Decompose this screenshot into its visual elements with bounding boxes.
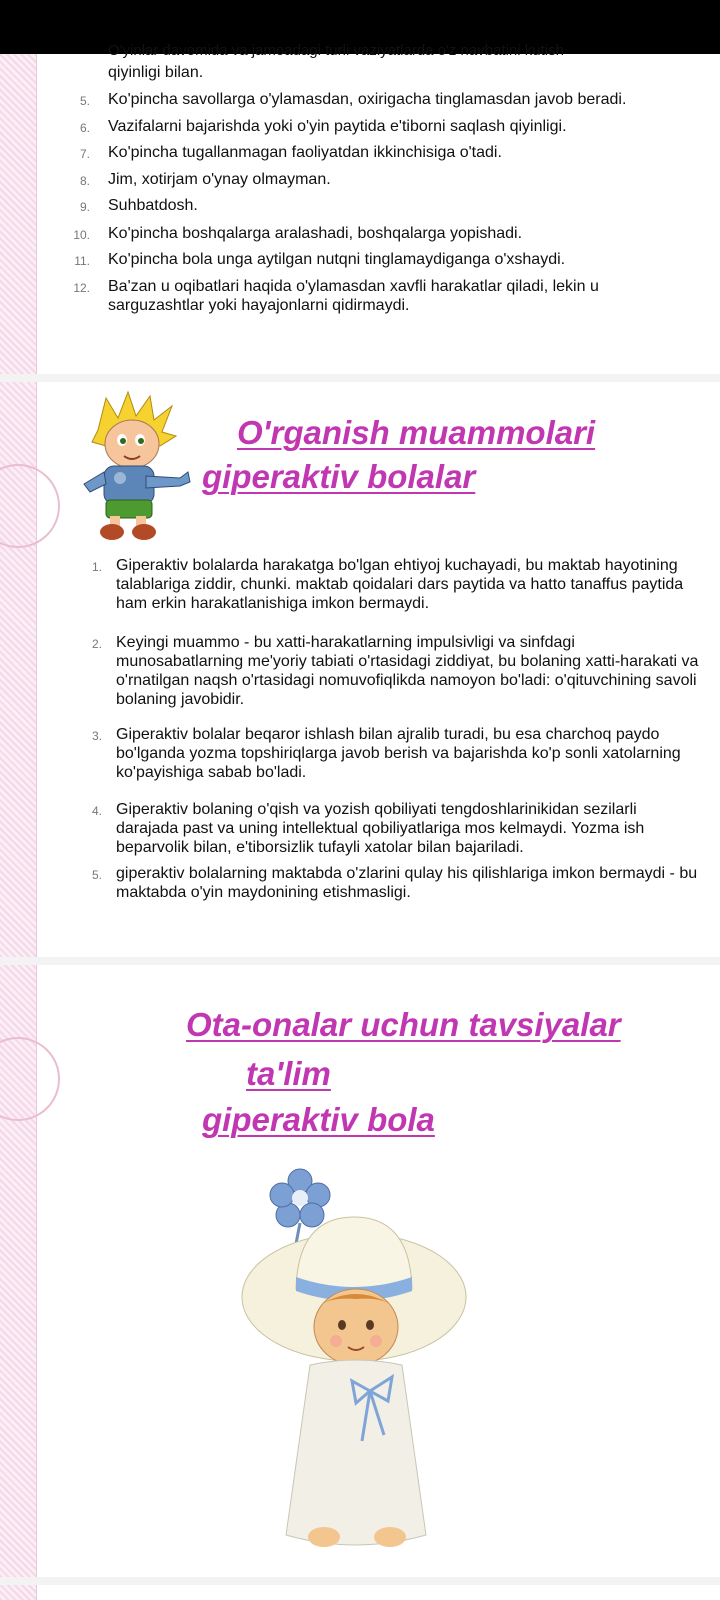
decorative-arc	[0, 1037, 60, 1121]
list-number: 6.	[79, 121, 90, 135]
list-number: 11.	[74, 254, 90, 268]
list-item-text: Suhbatdosh.	[108, 197, 198, 214]
heading-learning-problems: O'rganish muammolari	[237, 414, 596, 451]
document-page-3	[0, 965, 720, 1577]
list-number: 10.	[73, 228, 90, 242]
list-number: 2.	[91, 637, 102, 651]
cut-off-line: O'yinlar davomida va jamoadagi turli vaziyatlarda o'z navbatini kutish	[108, 42, 564, 59]
list-item-text: Giperaktiv bolalar beqaror ishlash bilan ajralib turadi, bu esa charchoq paydo bo'lganda yozma topshiriqlarga javob berish va bajarishda ko'p sonli xatolarning ko'payishiga sabab bo'ladi.	[116, 726, 681, 781]
document-page-2	[0, 382, 720, 957]
list-number: 5.	[91, 868, 102, 882]
list-number: 8.	[79, 174, 90, 188]
list-item-text: giperaktiv bolalarning maktabda o'zlarini qulay his qilishlariga imkon bermaydi - bu maktabda o'yin maydonining etishmasligi.	[116, 865, 698, 901]
list-item-text: Ba'zan u oqibatlari haqida o'ylamasdan xavfli harakatlar qiladi, lekin u sarguzashtlar yoki hayajonlarni qidirmaydi.	[108, 278, 599, 314]
heading-education: ta'lim	[246, 1055, 331, 1092]
list-number: 12.	[73, 281, 90, 295]
list-item-text: Giperaktiv bolaning o'qish va yozish qobiliyati tengdoshlarinikidan sezilarli darajada past va uning intellektual qobiliyatlariga mos kelmaydi. Yozma ish beparvolik bilan, e'tiborsizlik tufayli xatolar bilan bajariladi.	[116, 801, 645, 856]
list-item-text: Keyingi muammo - bu xatti-harakatlarning impulsivligi va sinfdagi munosabatlarning me'yoriy tabiati o'rtasidagi ziddiyat, bu bolaning xatti-harakati va o'rnatilgan naqsh o'rtasidagi nomuvofiqlikda namoyon bo'ladi: o'qituvchining savoli bolaning javobidir.	[116, 634, 699, 708]
document-page-1	[0, 42, 720, 374]
list-item-text: Ko'pincha savollarga o'ylamasdan, oxirigacha tinglamasdan javob beradi.	[108, 91, 627, 108]
list-item	[108, 63, 688, 82]
list-item-text: Vazifalarni bajarishda yoki o'yin paytida e'tiborni saqlash qiyinligi.	[108, 118, 567, 135]
list-number: 9.	[79, 200, 90, 214]
heading-hyperactive-children: giperaktiv bolalar	[202, 458, 476, 495]
decorative-arc	[0, 464, 60, 548]
list-item-text: Ko'pincha bola unga aytilgan nutqni tinglamaydiganga o'xshaydi.	[108, 251, 566, 268]
document-page-4	[0, 1585, 720, 1600]
list-number: 5.	[79, 94, 90, 108]
heading-hyperactive-child: giperaktiv bola	[202, 1101, 435, 1138]
list-item-text: Jim, xotirjam o'ynay olmayman.	[108, 171, 331, 188]
girl-sunhat-illustration-icon	[240, 1165, 470, 1555]
decorative-border	[0, 1585, 37, 1600]
list-item-text: Ko'pincha tugallanmagan faoliyatdan ikkinchisiga o'tadi.	[108, 144, 502, 161]
boy-cartoon-illustration-icon	[76, 392, 194, 542]
heading-recommendations: Ota-onalar uchun tavsiyalar	[186, 1006, 621, 1043]
list-item-text: Giperaktiv bolalarda harakatga bo'lgan ehtiyoj kuchayadi, bu maktab hayotining talablariga ziddir, chunki. maktab qoidalari dars paytida va hatto tanaffus paytida ham erkin harakatlanishiga imkon bermaydi.	[116, 557, 684, 612]
list-number: 4.	[91, 804, 102, 818]
list-item-text: qiyinligi bilan.	[108, 64, 204, 81]
list-number: 1.	[91, 560, 102, 574]
list-item-text: Ko'pincha boshqalarga aralashadi, boshqalarga yopishadi.	[108, 225, 523, 242]
list-number: 3.	[91, 729, 102, 743]
list-number: 7.	[79, 147, 90, 161]
decorative-border	[0, 54, 37, 374]
